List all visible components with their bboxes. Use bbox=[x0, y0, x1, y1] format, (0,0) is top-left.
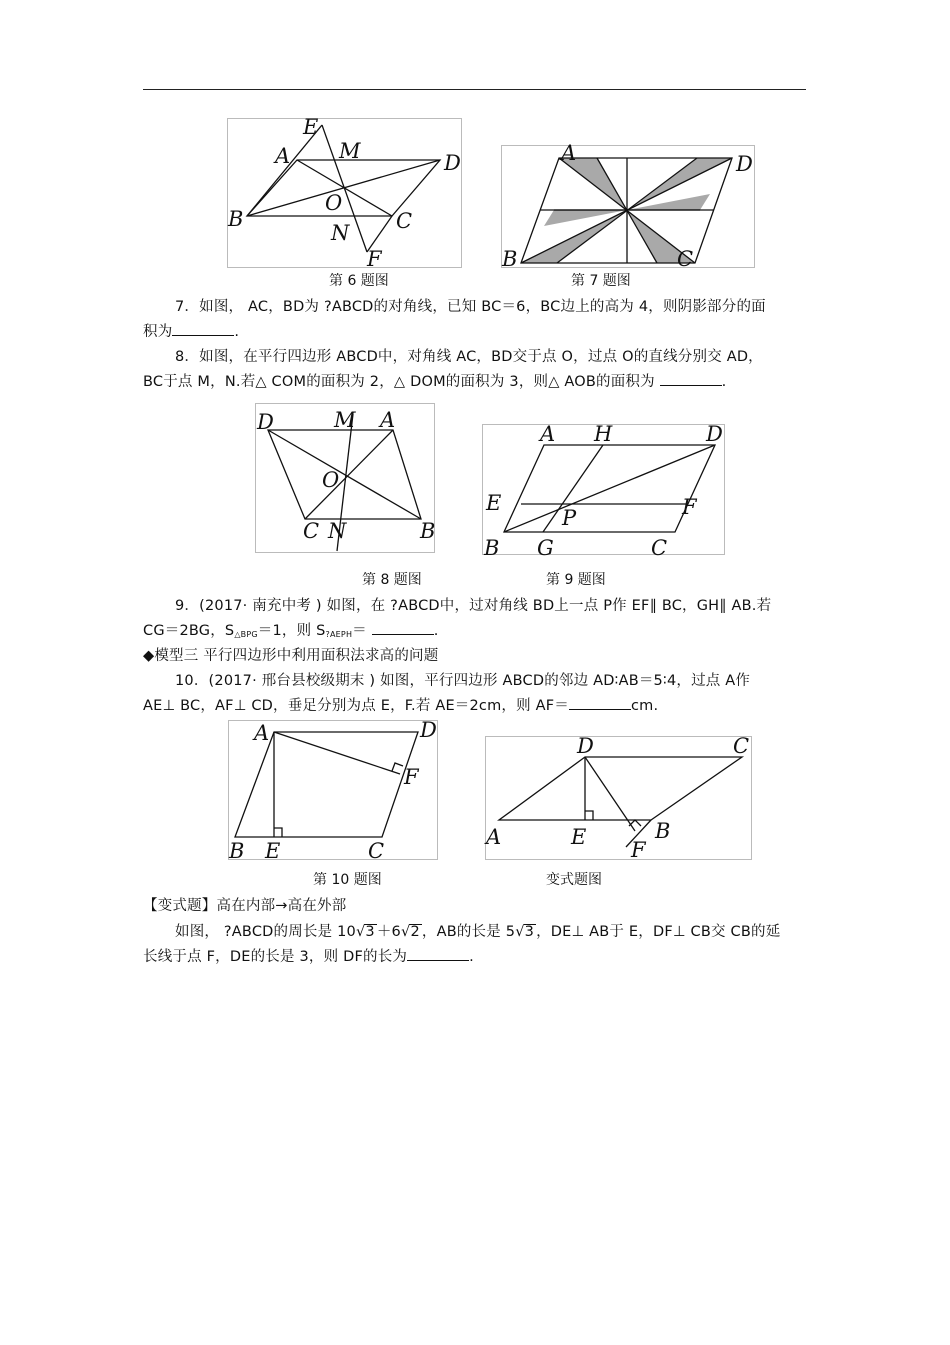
label-e: E bbox=[571, 825, 587, 849]
radicand-2: 2 bbox=[410, 924, 420, 940]
caption-fig7: 第 7 题图 bbox=[571, 273, 631, 289]
figure-frame bbox=[486, 737, 752, 860]
label-a: A bbox=[486, 825, 502, 849]
label-o: O bbox=[322, 468, 340, 492]
right-angle-e bbox=[585, 811, 593, 820]
right-angle-f bbox=[392, 763, 403, 771]
label-o: O bbox=[325, 191, 343, 215]
right-angle-e bbox=[274, 828, 282, 837]
label-e: E bbox=[303, 115, 319, 139]
label-f: F bbox=[367, 247, 382, 271]
caption-fig8: 第 8 题图 bbox=[362, 572, 422, 588]
label-f: F bbox=[682, 495, 697, 519]
label-d: D bbox=[736, 152, 753, 176]
label-f: F bbox=[631, 838, 646, 862]
q9-line2: CG＝2BG，$S_{\triangle BPG}=1$，则 $S_{?AEPH}=$ . bbox=[143, 623, 439, 639]
label-m: M bbox=[334, 408, 356, 432]
model3-heading: ◆模型三 平行四边形中利用面积法求高的问题 bbox=[143, 648, 439, 664]
label-b: B bbox=[655, 819, 671, 843]
label-c: C bbox=[733, 734, 750, 758]
caption-fig6: 第 6 题图 bbox=[329, 273, 389, 289]
sqrt-symbol: √ bbox=[355, 924, 366, 940]
figure-variant bbox=[485, 736, 752, 860]
label-f: F bbox=[404, 765, 419, 789]
answer-blank bbox=[660, 373, 722, 386]
answer-blank bbox=[407, 948, 469, 961]
variant-line1-part1: 如图， ?ABCD的周长是 10 bbox=[175, 924, 356, 940]
sqrt-symbol: √ bbox=[401, 924, 411, 940]
q8-line2-text: BC于点 M，N.若△ COM的面积为 2，△ DOM的面积为 3，则△ AOB的面积为 bbox=[143, 374, 655, 390]
figure-10 bbox=[228, 718, 438, 863]
label-m: M bbox=[339, 139, 361, 163]
label-a: A bbox=[275, 144, 291, 168]
q10-line2 bbox=[143, 694, 658, 715]
figure-9 bbox=[482, 422, 725, 560]
q9-line2-part3: ＝ bbox=[352, 623, 367, 639]
label-d: D bbox=[577, 734, 594, 758]
label-c: C bbox=[677, 247, 694, 271]
figure-6 bbox=[227, 115, 462, 271]
caption-fig9: 第 9 题图 bbox=[546, 572, 606, 588]
q9-line1: 9．(2017· 南充中考 ) 如图，在 ?ABCD中，过对角线 BD上一点 P作 EF∥ BC，GH∥ AB.若 bbox=[175, 598, 772, 614]
label-a: A bbox=[380, 408, 396, 432]
label-e: E bbox=[486, 491, 502, 515]
q9-subscript-aeph: ?AEPH bbox=[325, 630, 353, 639]
label-b: B bbox=[228, 207, 244, 231]
label-d: D bbox=[257, 410, 274, 434]
q7-line2-text: 积为 bbox=[143, 324, 173, 340]
parallelogram-abcd bbox=[235, 732, 418, 837]
label-n: N bbox=[331, 221, 350, 245]
variant-line1-part2: ＋6 bbox=[376, 924, 401, 940]
label-p: P bbox=[562, 506, 577, 530]
variant-line1-part4: ，DE⊥ AB于 E，DF⊥ CB交 CB的延 bbox=[536, 924, 781, 940]
q8-line1: 8．如图，在平行四边形 ABCD中，对角线 AC，BD交于点 O，过点 O的直线分别交 AD， bbox=[175, 349, 763, 365]
header-rule bbox=[143, 89, 806, 90]
label-c: C bbox=[651, 536, 668, 560]
figure-6-diagram bbox=[227, 115, 462, 271]
q8-line2: BC于点 M，N.若△ COM的面积为 2，△ DOM的面积为 3，则△ AOB的面积为 . bbox=[143, 374, 727, 390]
q7-line1: 7．如图， AC，BD为 ?ABCD的对角线，已知 BC＝6，BC边上的高为 4，则阴影部分的面 bbox=[175, 299, 766, 315]
figure-9-diagram bbox=[482, 422, 725, 560]
answer-blank bbox=[569, 697, 631, 710]
caption-variant: 变式题图 bbox=[546, 872, 602, 888]
sqrt-symbol: √ bbox=[515, 924, 525, 940]
figure-10-diagram bbox=[228, 718, 438, 863]
answer-blank bbox=[172, 323, 234, 336]
figure-variant-diagram bbox=[485, 736, 752, 860]
label-c: C bbox=[303, 519, 320, 543]
caption-fig10: 第 10 题图 bbox=[313, 872, 382, 888]
q9-subscript-bpg: △BPG bbox=[234, 630, 258, 639]
variant-line1-part3: ，AB的长是 5 bbox=[421, 924, 516, 940]
label-e: E bbox=[265, 839, 281, 863]
figure-7-diagram bbox=[501, 141, 755, 271]
label-d: D bbox=[706, 422, 723, 446]
label-a: A bbox=[561, 141, 577, 165]
q10-line1: 10．(2017· 邢台县校级期末 ) 如图，平行四边形 ABCD的邻边 AD∶AB＝5∶4，过点 A作 bbox=[175, 673, 751, 689]
label-c: C bbox=[368, 839, 385, 863]
q10-line2-part1: AE⊥ BC，AF⊥ CD，垂足分别为点 E，F.若 AE＝2cm，则 AF＝ bbox=[143, 698, 569, 714]
figure-8-diagram bbox=[255, 403, 435, 553]
q9-line2-part1: CG＝2BG，S bbox=[143, 623, 235, 639]
figure-8 bbox=[255, 403, 435, 553]
variant-title: 【变式题】高在内部→高在外部 bbox=[143, 898, 347, 914]
label-h: H bbox=[594, 422, 613, 446]
altitude-af bbox=[274, 732, 400, 774]
label-g: G bbox=[537, 536, 554, 560]
variant-line2: 长线于点 F，DE的长是 3，则 DF的长为 . bbox=[143, 949, 474, 965]
q7-line2: 积为 . bbox=[143, 324, 240, 340]
q9-line2-part2: ＝1，则 S bbox=[257, 623, 326, 639]
label-b: B bbox=[229, 839, 245, 863]
label-d: D bbox=[420, 718, 437, 742]
variant-line2-text: 长线于点 F，DE的长是 3，则 DF的长为 bbox=[143, 949, 408, 965]
right-angle-f bbox=[629, 820, 641, 826]
radicand-3: 3 bbox=[524, 924, 535, 940]
answer-blank bbox=[372, 622, 434, 635]
variant-line1 bbox=[175, 920, 780, 941]
label-a: A bbox=[540, 422, 556, 446]
label-n: N bbox=[328, 519, 347, 543]
radicand-1: 3 bbox=[365, 924, 375, 940]
label-b: B bbox=[420, 519, 436, 543]
label-c: C bbox=[396, 209, 413, 233]
q10-line2-unit: cm. bbox=[631, 698, 659, 714]
figure-7 bbox=[501, 141, 755, 271]
label-d: D bbox=[444, 151, 461, 175]
diagonal-bd bbox=[247, 160, 440, 216]
label-a: A bbox=[254, 721, 270, 745]
label-b: B bbox=[484, 536, 500, 560]
label-b: B bbox=[502, 247, 518, 271]
diagonal-db bbox=[268, 430, 421, 519]
